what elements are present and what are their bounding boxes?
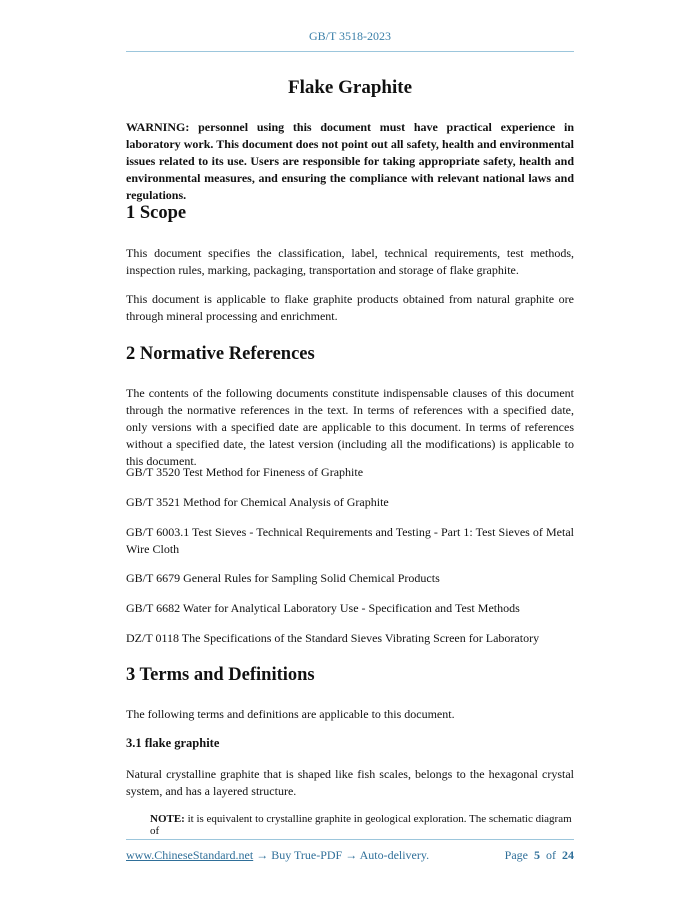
reference-item: GB/T 6003.1 Test Sieves - Technical Requirements and Testing - Part 1: Test Sieves of Metal Wire Cloth bbox=[126, 525, 574, 556]
page-indicator: Page 5 of 24 bbox=[504, 848, 574, 862]
section-heading-scope: 1 Scope bbox=[126, 203, 187, 223]
terms-paragraph: The following terms and definitions are applicable to this document. bbox=[126, 707, 455, 721]
website-link[interactable]: www.ChineseStandard.net bbox=[126, 848, 254, 862]
reference-item: GB/T 6679 General Rules for Sampling Solid Chemical Products bbox=[126, 571, 440, 585]
footer-divider bbox=[126, 839, 574, 840]
section-heading-terms: 3 Terms and Definitions bbox=[126, 665, 315, 685]
reference-item: GB/T 3520 Test Method for Fineness of Graphite bbox=[126, 465, 364, 479]
reference-item: DZ/T 0118 The Specifications of the Standard Sieves Vibrating Screen for Laboratory bbox=[126, 631, 540, 645]
scope-paragraph-1: This document specifies the classification, label, technical requirements, test methods, inspection rules, marking, packaging, transportation and storage of flake graphite. bbox=[126, 246, 574, 277]
note-text: it is equivalent to crystalline graphite in geological exploration. The schematic diagram of bbox=[150, 813, 572, 837]
page-title: Flake Graphite bbox=[287, 77, 413, 98]
reference-item: GB/T 3521 Method for Chemical Analysis of Graphite bbox=[126, 495, 389, 509]
subsection-heading: 3.1 flake graphite bbox=[126, 736, 220, 750]
warning-text: WARNING: personnel using this document must have practical experience in laboratory work. This document does not point out all safety, health and environmental issues related to its use. Users are responsible for taking appropriate safety, health and environmental measures, and ensuring the compliance with relevant national laws and regulations. bbox=[126, 120, 574, 202]
footer bbox=[126, 848, 574, 863]
note bbox=[150, 813, 574, 837]
header-divider bbox=[126, 51, 574, 52]
scope-paragraph-2: This document is applicable to flake graphite products obtained from natural graphite ore through mineral processing and enrichment. bbox=[126, 292, 574, 323]
definition-paragraph: Natural crystalline graphite that is shaped like fish scales, belongs to the hexagonal crystal system, and has a layered structure. bbox=[126, 767, 574, 798]
header-doc-id: GB/T 3518-2023 bbox=[308, 29, 392, 43]
section-heading-references: 2 Normative References bbox=[126, 344, 315, 364]
reference-item: GB/T 6682 Water for Analytical Laboratory Use - Specification and Test Methods bbox=[126, 601, 520, 615]
footer-promo: → Buy True-PDF → Auto-delivery. bbox=[253, 848, 430, 862]
references-paragraph: The contents of the following documents constitute indispensable clauses of this document through the normative references in the text. In terms of references with a specified date, only versions with a specified date are applicable to this document. In terms of references without a specified date, the latest version (including all the modifications) is applicable to this document. bbox=[126, 386, 574, 468]
note-label: NOTE: bbox=[150, 813, 185, 825]
